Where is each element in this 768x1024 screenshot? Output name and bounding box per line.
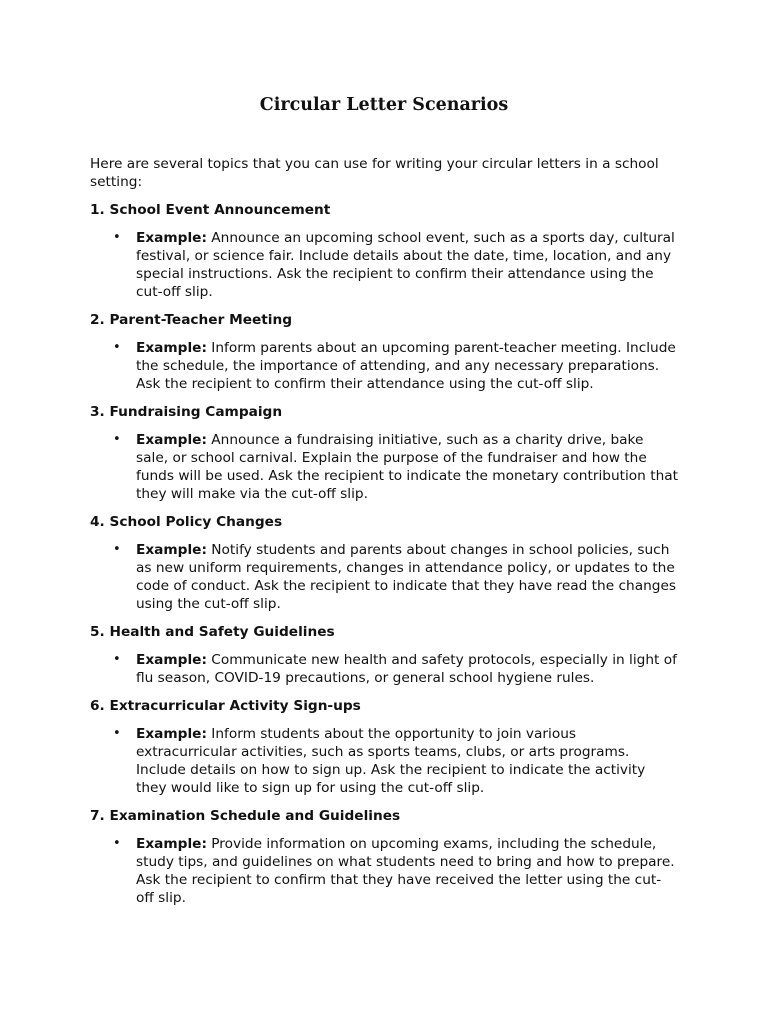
- example-list: [90, 339, 678, 393]
- document-title: Circular Letter Scenarios: [259, 95, 509, 115]
- example-item: [90, 229, 678, 301]
- section-number: 2.: [90, 312, 105, 328]
- example-list: [90, 541, 678, 613]
- example-list: [90, 835, 678, 907]
- section-heading: [90, 807, 678, 825]
- example-label: Example:: [136, 726, 207, 742]
- example-list: [90, 431, 678, 503]
- example-label: Example:: [136, 652, 207, 668]
- example-item: [90, 431, 678, 503]
- bullet-icon: •: [113, 726, 121, 741]
- example-label: Example:: [136, 230, 207, 246]
- section-title: Extracurricular Activity Sign-ups: [109, 698, 361, 714]
- example-list: [90, 725, 678, 797]
- section-heading: [90, 201, 678, 219]
- section-number: 4.: [90, 514, 105, 530]
- example-text: Announce an upcoming school event, such as a sports day, cultural festival, or science fair. Include details about the date, time, location, and any special instructions. Ask the recipient to confirm their attendance using the cut-off slip.: [136, 230, 675, 300]
- example-item: [90, 725, 678, 797]
- section-title: Parent-Teacher Meeting: [109, 312, 293, 328]
- example-text: Communicate new health and safety protocols, especially in light of flu season, COVID-19 precautions, or general school hygiene rules.: [136, 652, 677, 686]
- section-heading: [90, 623, 678, 641]
- section-heading: [90, 403, 678, 421]
- example-list: [90, 229, 678, 301]
- document-body: [90, 155, 678, 917]
- bullet-icon: •: [113, 542, 121, 557]
- section-number: 5.: [90, 624, 105, 640]
- example-list: [90, 651, 678, 687]
- section-number: 6.: [90, 698, 105, 714]
- section-title: Health and Safety Guidelines: [109, 624, 335, 640]
- example-label: Example:: [136, 836, 207, 852]
- section-title: Examination Schedule and Guidelines: [109, 808, 401, 824]
- example-text: Inform students about the opportunity to join various extracurricular activities, such as sports teams, clubs, or arts programs. Include details on how to sign up. Ask the recipient to indicate the activity they would like to sign up for using the cut-off slip.: [136, 726, 646, 796]
- example-text: Notify students and parents about changes in school policies, such as new uniform requirements, changes in attendance policy, or updates to the code of conduct. Ask the recipient to indicate that they have read the changes using the cut-off slip.: [136, 542, 677, 612]
- bullet-icon: •: [113, 432, 121, 447]
- section-title: Fundraising Campaign: [109, 404, 283, 420]
- section-heading: [90, 311, 678, 329]
- section-number: 7.: [90, 808, 105, 824]
- bullet-icon: •: [113, 340, 121, 355]
- example-item: [90, 339, 678, 393]
- example-item: [90, 541, 678, 613]
- section-heading: [90, 697, 678, 715]
- section-title: School Event Announcement: [109, 202, 331, 218]
- example-text: Provide information on upcoming exams, including the schedule, study tips, and guidelines on what students need to bring and how to prepare. Ask the recipient to confirm that they have received the letter using the cut-off slip.: [136, 836, 675, 906]
- example-label: Example:: [136, 340, 207, 356]
- bullet-icon: •: [113, 836, 121, 851]
- example-text: Announce a fundraising initiative, such as a charity drive, bake sale, or school carnival. Explain the purpose of the fundraiser and how the funds will be used. Ask the recipient to indicate the monetary contribution that they will make via the cut-off slip.: [136, 432, 678, 502]
- intro-paragraph: Here are several topics that you can use for writing your circular letters in a school setting:: [90, 156, 659, 190]
- section-title: School Policy Changes: [109, 514, 283, 530]
- example-item: [90, 835, 678, 907]
- example-text: Inform parents about an upcoming parent-teacher meeting. Include the schedule, the importance of attending, and any necessary preparations. Ask the recipient to confirm their attendance using the cut-off slip.: [136, 340, 676, 392]
- example-label: Example:: [136, 432, 207, 448]
- bullet-icon: •: [113, 230, 121, 245]
- section-number: 3.: [90, 404, 105, 420]
- section-number: 1.: [90, 202, 105, 218]
- section-heading: [90, 513, 678, 531]
- bullet-icon: •: [113, 652, 121, 667]
- example-item: [90, 651, 678, 687]
- example-label: Example:: [136, 542, 207, 558]
